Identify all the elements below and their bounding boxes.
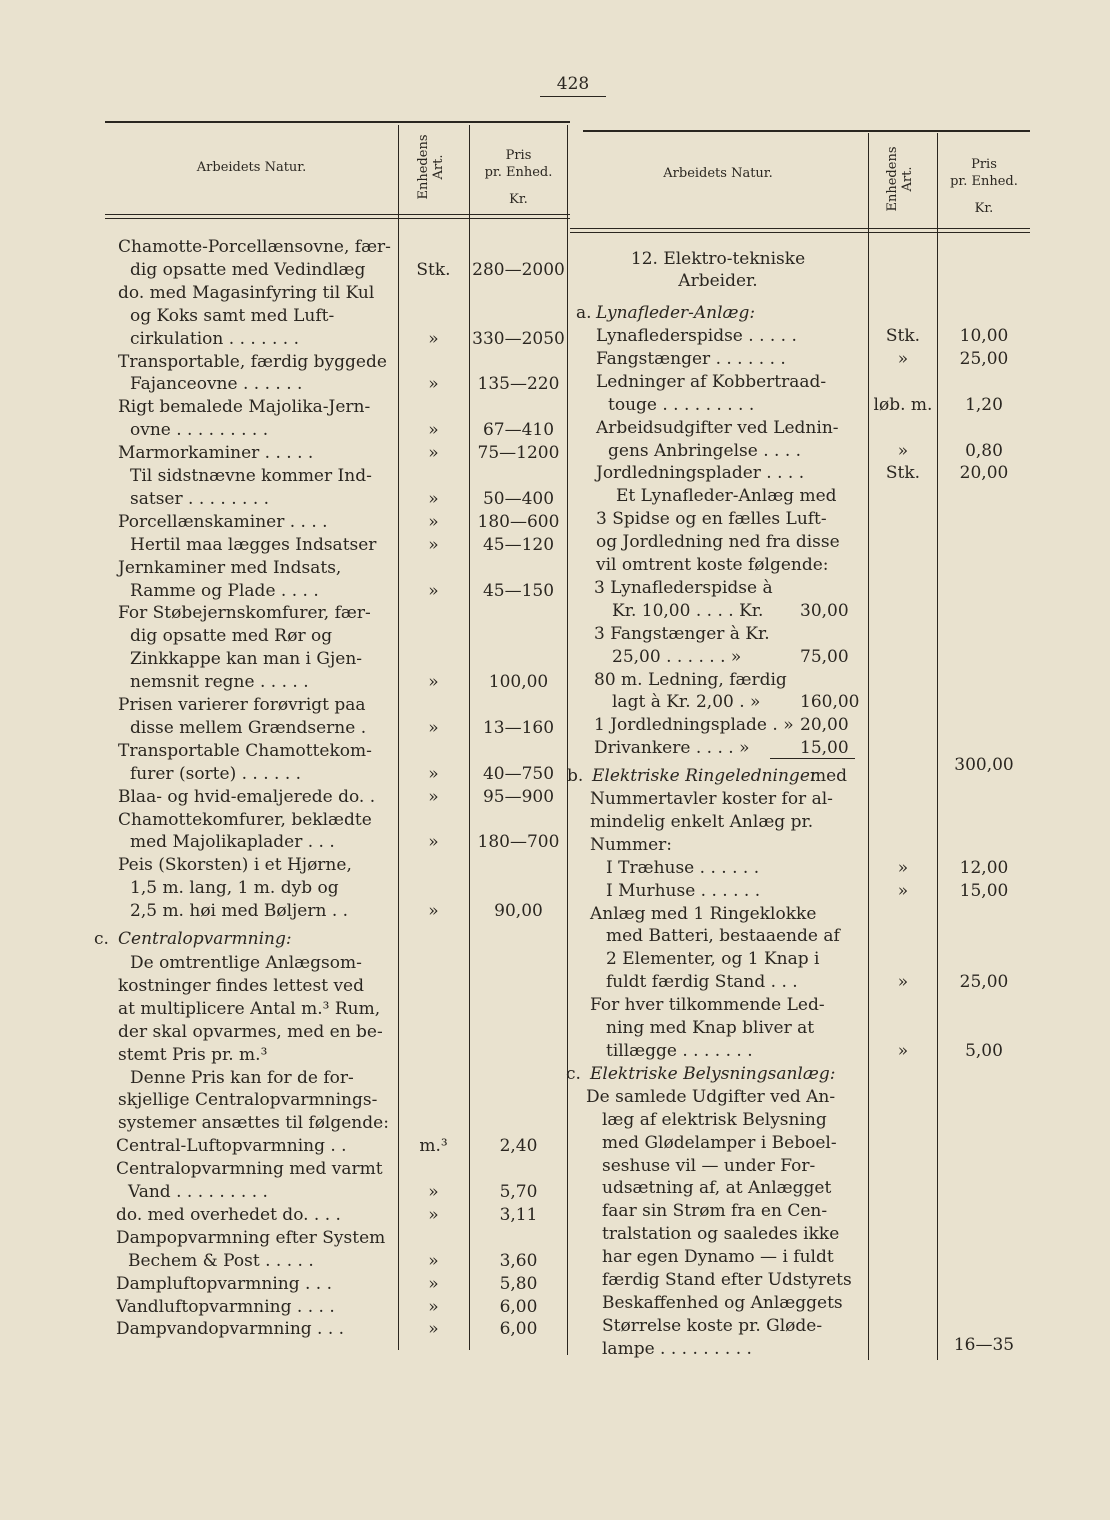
header-rule-left (105, 214, 570, 215)
section-c-right-price: 16—35 (953, 1335, 1015, 1355)
section-a-row-text: Lynaflederspidse . . . . . (596, 326, 797, 346)
section-b-row-price: 12,00 (959, 857, 1009, 878)
section-c-right-line: lampe . . . . . . . . . (602, 1338, 752, 1359)
left-row-unit: » (428, 580, 439, 601)
section-12-title-2: Arbeider. (678, 271, 758, 291)
section-a-calc-amount: 30,00 (800, 600, 849, 621)
section-b-row-price: 15,00 (959, 880, 1009, 901)
top-rule-right (583, 130, 1030, 132)
left-row-text: furer (sorte) . . . . . . (130, 763, 302, 784)
section-c-row-unit: » (428, 1296, 439, 1317)
section-a-row-unit: Stk. (885, 463, 921, 484)
section-a-calc-text: Drivankere . . . . » (594, 738, 750, 759)
section-c-right-line: med Glødelamper i Beboel- (602, 1132, 837, 1153)
section-c-row-price: 5,80 (499, 1273, 538, 1294)
section-c-row-price: 2,40 (499, 1136, 538, 1157)
section-a-calc-text: 1 Jordledningsplade . » (594, 715, 794, 736)
section-a-calc-amount: 75,00 (800, 646, 849, 667)
left-row-text: 1,5 m. lang, 1 m. dyb og (130, 878, 339, 899)
section-a-calc-text: 25,00 . . . . . . » (612, 646, 742, 667)
section-a-row-text: gens Anbringelse . . . . (608, 440, 802, 461)
section-a-calc-amount: 20,00 (800, 715, 849, 736)
header-nature-right: Arbeidets Natur. (663, 166, 773, 181)
col-rule-r2 (937, 133, 938, 1360)
section-b-line: Nummertavler koster for al- (590, 789, 833, 809)
left-row-price: 45—120 (482, 534, 555, 555)
section-b-line2: fuldt færdig Stand . . . (606, 972, 798, 993)
section-c-paragraph-line: systemer ansættes til følgende: (118, 1113, 389, 1134)
page-number: 428 (540, 74, 606, 97)
left-row-unit: » (428, 717, 439, 738)
section-c-row-price: 5,70 (499, 1182, 538, 1202)
left-row-text: Chamottekomfurer, beklædte (118, 809, 372, 830)
left-row-price: 40—750 (482, 763, 555, 784)
left-row-price: 90,00 (494, 901, 543, 922)
left-row-text: do. med Magasinfyring til Kul (118, 282, 375, 303)
left-row-text: nemsnit regne . . . . . (130, 672, 309, 693)
left-row-text: dig opsatte med Vedindlæg (130, 259, 366, 280)
left-row-text: med Majolikaplader . . . (130, 832, 335, 853)
section-b-line3: For hver tilkommende Led- (590, 995, 825, 1016)
header-price-left: Pris pr. Enhed. Kr. (484, 148, 553, 207)
left-row-unit: » (428, 420, 439, 441)
section-c-right-title: Elektriske Belysningsanlæg: (590, 1063, 836, 1084)
section-c-row-price: 3,11 (499, 1204, 538, 1225)
section-b-line: mindelig enkelt Anlæg pr. (590, 811, 814, 832)
section-c-paragraph-line: der skal opvarmes, med en be- (118, 1021, 383, 1042)
section-b-title-rest: med (810, 766, 848, 786)
left-row-text: For Støbejernskomfurer, fær- (118, 603, 371, 624)
section-a-total: 300,00 (954, 755, 1014, 775)
section-a-example-line: og Jordledning ned fra disse (596, 532, 840, 553)
section-a-row-unit: » (897, 440, 909, 461)
section-c-right-line: Størrelse koste pr. Gløde- (602, 1315, 823, 1336)
left-row-unit: » (428, 832, 439, 853)
section-c-title: Centralopvarmning: (118, 929, 292, 949)
section-a-row-text: Jordledningsplader . . . . (596, 463, 805, 484)
section-c-row-text: Bechem & Post . . . . . (128, 1250, 314, 1271)
section-a-calc-text: 3 Lynaflederspidse à (594, 577, 773, 598)
section-c-right-label: c. (566, 1063, 581, 1084)
left-row-text: Prisen varierer forøvrigt paa (118, 695, 366, 715)
left-row-text: Jernkaminer med Indsats, (118, 557, 342, 578)
section-c-right-line: Beskaffenhed og Anlæggets (602, 1292, 843, 1313)
left-row-text: Transportable Chamottekom- (118, 740, 372, 761)
section-b-unit2: » (897, 972, 909, 993)
left-row-text: Fajanceovne . . . . . . (130, 374, 303, 395)
section-c-row-unit: » (428, 1182, 439, 1202)
section-a-row-unit: Stk. (885, 326, 921, 346)
section-c-row-text: Vandluftopvarmning . . . . (116, 1296, 335, 1317)
left-row-text: satser . . . . . . . . (130, 488, 270, 509)
section-c-right-line: seshuse vil — under For- (602, 1155, 816, 1176)
left-row-text: Peis (Skorsten) i et Hjørne, (118, 855, 352, 876)
left-row-price: 180—600 (477, 511, 560, 532)
left-row-price: 100,00 (488, 672, 549, 693)
section-c-row-text: Dampopvarmning efter System (116, 1227, 386, 1248)
section-c-right-line: færdig Stand efter Udstyrets (602, 1270, 852, 1290)
section-a-title: Lynafleder-Anlæg: (596, 303, 756, 323)
left-row-text: disse mellem Grændserne . (130, 717, 367, 738)
section-c-right-line: læg af elektrisk Belysning (602, 1109, 827, 1130)
section-a-row-price: 10,00 (959, 326, 1009, 346)
section-c-row-text: Dampluftopvarmning . . . (116, 1273, 333, 1294)
section-c-row-price: 6,00 (499, 1319, 538, 1340)
section-a-label: a. (576, 303, 592, 323)
section-b-title: Elektriske Ringeledninger (592, 766, 819, 786)
left-row-text: Chamotte-Porcellænsovne, fær- (118, 237, 391, 257)
section-c-paragraph-line: kostninger findes lettest ved (118, 975, 364, 996)
section-b-line2: med Batteri, bestaaende af (606, 926, 840, 947)
section-b-line2: 2 Elementer, og 1 Knap i (606, 949, 820, 970)
section-b-row-unit: » (897, 857, 909, 878)
left-row-price: 67—410 (482, 420, 555, 441)
section-a-calc-text: Kr. 10,00 . . . . Kr. (612, 600, 764, 621)
section-c-paragraph-line: De omtrentlige Anlægsom- (130, 953, 362, 973)
left-row-unit: » (428, 511, 439, 532)
section-b-row-text: I Træhuse . . . . . . (606, 857, 760, 878)
left-row-unit: » (428, 328, 439, 349)
section-b-unit3: » (897, 1040, 909, 1061)
left-row-unit: Stk. (416, 259, 451, 280)
section-c-label: c. (94, 929, 109, 949)
section-c-row-unit: m.³ (419, 1136, 448, 1157)
section-c-paragraph-line: stemt Pris pr. m.³ (118, 1044, 268, 1065)
section-c-row-unit: » (428, 1204, 439, 1225)
section-c-row-unit: » (428, 1273, 439, 1294)
left-row-text: Blaa- og hvid-emaljerede do. . (118, 786, 376, 807)
left-row-unit: » (428, 763, 439, 784)
header-unit-right: Enhedens Art. (885, 146, 915, 212)
section-a-example-line: 3 Spidse og en fælles Luft- (596, 509, 827, 530)
header-nature-left: Arbeidets Natur. (196, 160, 307, 175)
section-b-line3: ning med Knap bliver at (606, 1018, 815, 1038)
left-row-unit: » (428, 443, 439, 464)
section-b-line: Nummer: (590, 834, 672, 855)
header-price-right: Pris pr. Enhed. Kr. (950, 157, 1018, 216)
header-rule-left-2 (105, 218, 570, 219)
left-row-unit: » (428, 672, 439, 693)
section-a-example-line: Et Lynafleder-Anlæg med (616, 486, 837, 507)
section-c-paragraph-line: skjellige Centralopvarmnings- (118, 1090, 378, 1111)
left-row-price: 13—160 (482, 717, 555, 738)
header-unit-left: Enhedens Art. (416, 134, 446, 200)
section-c-row-text: Vand . . . . . . . . . (128, 1182, 268, 1202)
section-b-price2: 25,00 (959, 972, 1009, 993)
section-b-line3: tillægge . . . . . . . (606, 1040, 753, 1061)
section-a-row-text: Arbeidsudgifter ved Lednin- (596, 417, 839, 438)
section-c-row-text: Centralopvarmning med varmt (116, 1159, 383, 1180)
left-row-text: og Koks samt med Luft- (130, 305, 335, 326)
left-row-price: 330—2050 (472, 328, 565, 349)
section-a-calc-amount: 15,00 (800, 738, 849, 759)
section-c-right-line: udsætning af, at Anlægget (602, 1178, 832, 1199)
section-a-calc-text: 3 Fangstænger à Kr. (594, 623, 770, 644)
left-row-price: 180—700 (477, 832, 560, 853)
left-row-text: Til sidstnævne kommer Ind- (130, 466, 372, 486)
section-a-calc-text: lagt à Kr. 2,00 . » (612, 692, 761, 713)
section-c-right-line: har egen Dynamo — i fuldt (602, 1247, 834, 1268)
left-row-text: Transportable, færdig byggede (118, 351, 387, 372)
left-row-text: dig opsatte med Rør og (130, 626, 333, 647)
section-12-title: 12. Elektro-tekniske (630, 249, 806, 269)
section-b-row-text: I Murhuse . . . . . . (606, 880, 761, 901)
left-row-unit: » (428, 534, 439, 555)
left-row-price: 95—900 (482, 786, 555, 807)
header-rule-right-2 (570, 232, 1030, 233)
left-row-price: 75—1200 (477, 443, 560, 464)
section-a-row-price: 0,80 (965, 440, 1003, 461)
section-a-row-price: 20,00 (959, 463, 1009, 484)
top-rule-left (105, 121, 570, 123)
section-a-row-price: 25,00 (959, 348, 1009, 369)
left-row-text: Ramme og Plade . . . . (130, 580, 319, 601)
section-c-paragraph-line: Denne Pris kan for de for- (130, 1067, 354, 1088)
left-row-unit: » (428, 901, 439, 922)
section-c-row-unit: » (428, 1319, 439, 1340)
left-row-text: 2,5 m. høi med Bøljern . . (130, 901, 349, 922)
section-c-paragraph-line: at multiplicere Antal m.³ Rum, (118, 998, 381, 1019)
section-c-row-text: do. med overhedet do. . . . (116, 1204, 341, 1225)
section-c-row-price: 3,60 (499, 1250, 538, 1271)
section-a-row-price: 1,20 (965, 394, 1003, 415)
section-b-row-unit: » (897, 880, 909, 901)
left-row-text: Marmorkaminer . . . . . (118, 443, 314, 464)
section-b-label: b. (567, 766, 584, 786)
header-rule-right (570, 228, 1030, 229)
section-b-price3: 5,00 (965, 1040, 1003, 1061)
left-row-text: Zinkkappe kan man i Gjen- (130, 649, 363, 670)
section-a-row-text: touge . . . . . . . . . (608, 394, 755, 415)
section-c-row-text: Dampvandopvarmning . . . (116, 1319, 345, 1340)
col-rule-r1 (868, 133, 869, 1360)
section-c-right-line: De samlede Udgifter ved An- (586, 1086, 836, 1107)
left-row-text: Hertil maa lægges Indsatser (130, 534, 377, 555)
col-rule-mid (567, 125, 568, 1355)
section-b-line2: Anlæg med 1 Ringeklokke (590, 903, 817, 924)
left-row-unit: » (428, 488, 439, 509)
left-row-text: ovne . . . . . . . . . (130, 420, 269, 441)
left-row-price: 280—2000 (472, 259, 565, 280)
section-c-right-line: faar sin Strøm fra en Cen- (602, 1201, 828, 1222)
section-a-row-unit: løb. m. (873, 394, 933, 415)
left-row-unit: » (428, 786, 439, 807)
section-a-row-text: Ledninger af Kobbertraad- (596, 371, 827, 392)
section-a-row-unit: » (897, 348, 909, 369)
section-c-row-text: Central-Luftopvarmning . . (116, 1136, 347, 1157)
left-row-price: 135—220 (477, 374, 560, 395)
left-row-price: 45—150 (482, 580, 555, 601)
left-row-unit: » (428, 374, 439, 395)
section-c-row-price: 6,00 (499, 1296, 538, 1317)
left-row-text: Porcellænskaminer . . . . (118, 511, 328, 532)
left-row-text: cirkulation . . . . . . . (130, 328, 300, 349)
section-a-example-line: vil omtrent koste følgende: (596, 555, 829, 575)
section-a-row-text: Fangstænger . . . . . . . (596, 348, 786, 369)
left-row-price: 50—400 (482, 488, 555, 509)
section-a-calc-text: 80 m. Ledning, færdig (594, 669, 787, 690)
section-c-right-line: tralstation og saaledes ikke (602, 1224, 840, 1245)
section-c-row-unit: » (428, 1250, 439, 1271)
left-row-text: Rigt bemalede Majolika-Jern- (118, 397, 371, 418)
section-a-calc-amount: 160,00 (800, 692, 860, 713)
